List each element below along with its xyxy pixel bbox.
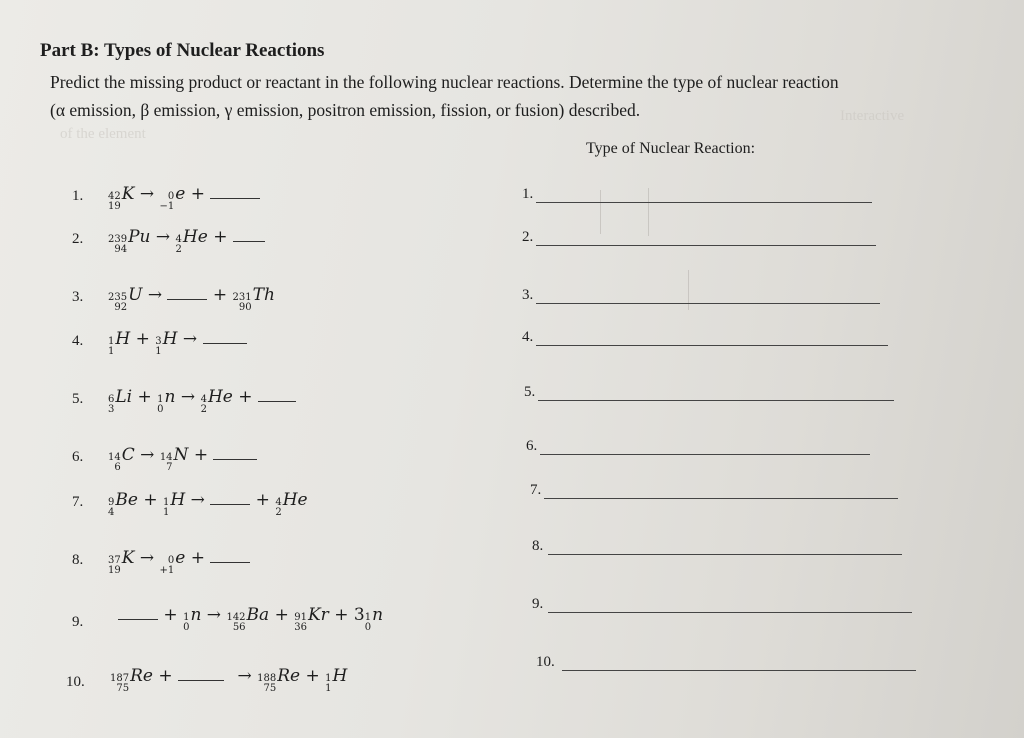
reaction-type-line[interactable] [536,202,872,203]
answer-blank[interactable] [178,666,224,681]
equation-7: 9 4 Be + 1 1 H → + 4 2 He [108,490,308,518]
question-number: 4. [72,333,84,349]
bleed-text: Interactive [840,108,905,124]
answer-blank[interactable] [233,227,265,242]
equation-8: 37 19 K → 0 +1 e + [108,548,250,576]
reaction-type-line[interactable] [544,498,898,499]
answer-number: 9. [532,596,544,612]
answer-blank[interactable] [210,490,250,505]
equation-3: 235 92 U → + 231 90 Th [108,285,275,313]
answer-number: 4. [522,329,534,345]
question-number: 8. [72,552,84,568]
answer-number: 6. [526,438,538,454]
instructions-line-1: Predict the missing product or reactant in the following nuclear reactions. Determine the type of nuclear reaction [50,72,839,92]
reaction-type-line[interactable] [536,245,876,246]
question-number: 1. [72,188,84,204]
equation-5: 6 3 Li + 1 0 n → 4 2 He + [108,387,296,415]
answer-blank[interactable] [210,184,260,199]
answer-blank[interactable] [258,387,296,402]
question-number: 5. [72,391,84,407]
equation-4: 1 1 H + 3 1 H → [108,329,247,357]
type-of-reaction-header: Type of Nuclear Reaction: [586,140,756,157]
reaction-type-line[interactable] [536,303,880,304]
answer-blank[interactable] [167,285,207,300]
pencil-mark [648,188,649,236]
answer-number: 5. [524,384,536,400]
answer-number: 2. [522,229,534,245]
reaction-type-line[interactable] [548,612,912,613]
answer-number: 8. [532,538,544,554]
reaction-type-line[interactable] [548,554,902,555]
bleed-text: of the element [60,126,146,142]
question-number: 10. [66,674,85,690]
question-number: 2. [72,231,84,247]
equation-6: 14 6 C → 14 7 N + [108,445,257,473]
answer-blank[interactable] [213,445,257,460]
answer-blank[interactable] [118,605,158,620]
equation-10: 187 75 Re + → 188 75 Re + 1 1 H [110,666,348,694]
reaction-type-line[interactable] [562,670,916,671]
equation-1: 42 19 K → 0 −1 e + [108,184,260,212]
equation-2: 239 94 Pu → 4 2 He + [108,227,265,255]
question-number: 7. [72,494,84,510]
answer-blank[interactable] [210,548,250,563]
equation-9: + 1 0 n → 142 56 Ba + 91 36 Kr + 3 1 0 n [118,605,383,633]
pencil-mark [600,190,601,234]
page-title: Part B: Types of Nuclear Reactions [40,40,325,61]
question-number: 6. [72,449,84,465]
pencil-mark [688,270,689,310]
answer-number: 1. [522,186,534,202]
reaction-type-line[interactable] [538,400,894,401]
answer-number: 10. [536,654,555,670]
answer-number: 7. [530,482,542,498]
question-number: 3. [72,289,84,305]
question-number: 9. [72,614,84,630]
reaction-type-line[interactable] [536,345,888,346]
instructions-line-2: (α emission, β emission, γ emission, positron emission, fission, or fusion) described. [50,100,641,120]
answer-number: 3. [522,287,534,303]
answer-blank[interactable] [203,329,247,344]
reaction-type-line[interactable] [540,454,870,455]
